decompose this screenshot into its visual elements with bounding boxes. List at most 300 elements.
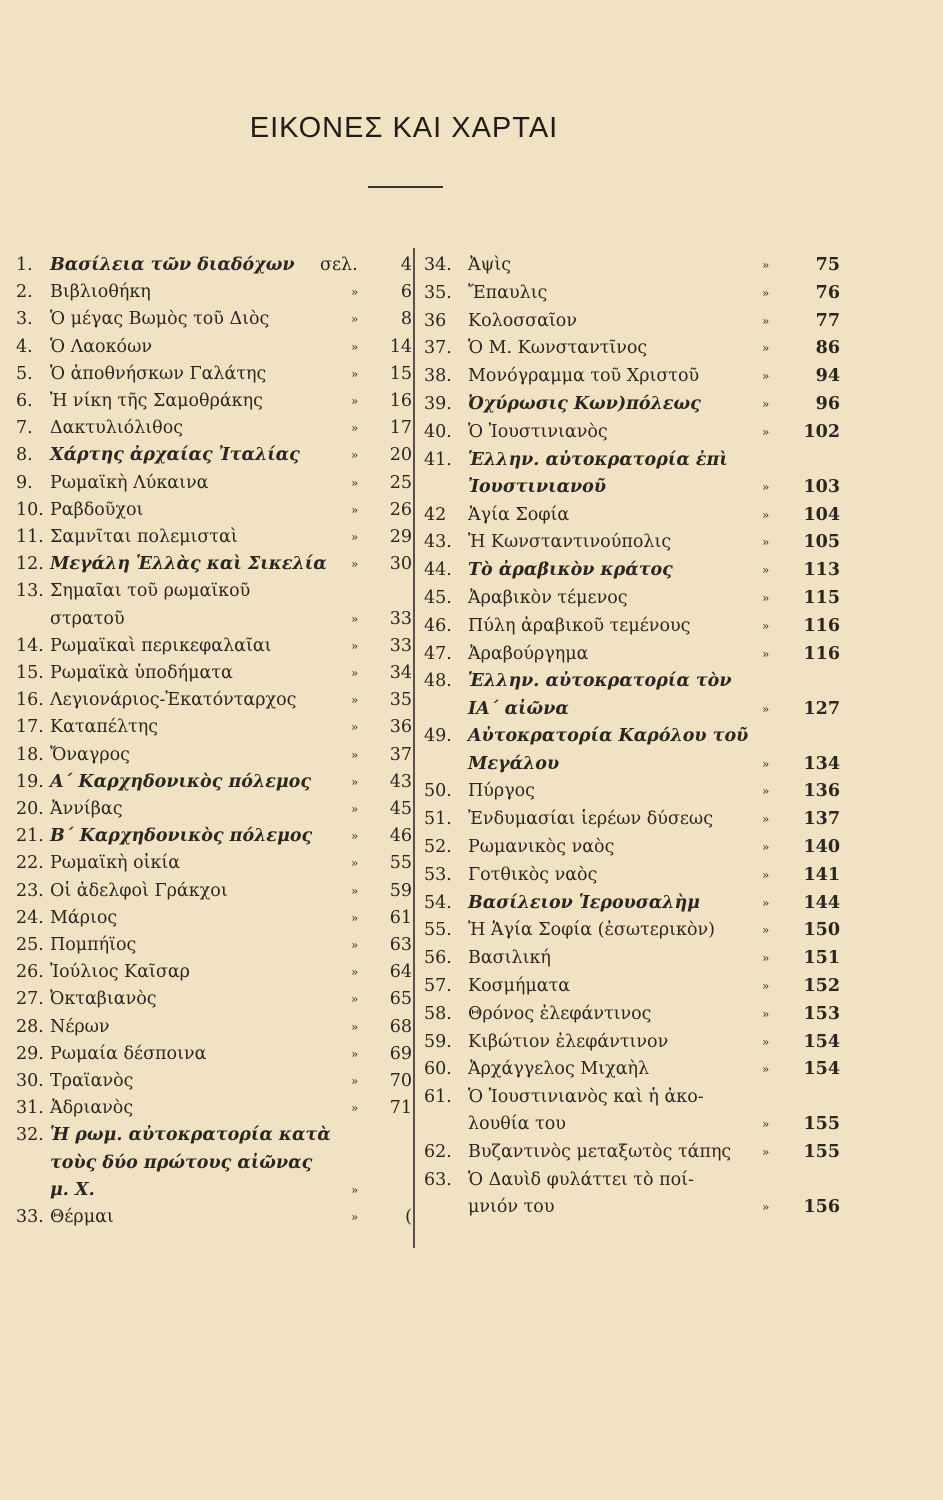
entry-page-number: 15 (389, 363, 412, 384)
entry-page-number: 115 (803, 588, 840, 608)
entry-page-number: 75 (815, 255, 840, 275)
entry-number: 61. (424, 1087, 452, 1108)
entry-number: 45. (424, 588, 452, 608)
entry-page-number: 154 (803, 1059, 840, 1080)
index-entry (16, 1071, 414, 1098)
entry-page-number: 14 (389, 336, 412, 357)
entry-title: στρατοῦ (50, 608, 125, 629)
ditto-mark: » (351, 910, 359, 925)
entry-number: 22. (16, 853, 44, 874)
entry-page-number: 33 (389, 608, 412, 629)
index-entry (16, 554, 414, 581)
entry-title: Ἰούλιος Καῖσαρ (50, 962, 190, 983)
entry-number: 56. (424, 948, 452, 969)
ditto-mark: » (351, 774, 359, 789)
entry-page-number: 36 (389, 717, 412, 738)
entry-number: 33. (16, 1207, 44, 1227)
index-entry (16, 717, 414, 744)
entry-title: Ἀννίβας (50, 799, 123, 819)
entry-title: Ὁ Δαυὶδ φυλάττει τὸ ποί- (468, 1170, 694, 1190)
entry-title: Ἡ Κωνσταντινούπολις (468, 532, 672, 553)
entry-number: 62. (424, 1142, 452, 1163)
page-title: ΕΙΚΟΝΕΣ ΚΑΙ ΧΑΡΤΑΙ (249, 112, 559, 144)
entry-page-number: 71 (389, 1098, 412, 1119)
entry-title: Ἑλλην. αὐτοκρατορία ἐπὶ (468, 449, 728, 470)
entry-title: Αὐτοκρατορία Καρόλου τοῦ (468, 726, 749, 747)
ditto-mark: » (762, 1062, 770, 1077)
index-entry (424, 560, 840, 587)
entry-title: Ρωμαϊκὰ ὑποδήματα (50, 663, 233, 683)
entry-title: Ρωμαϊκαὶ περικεφαλαῖαι (50, 635, 272, 656)
entry-title: Ὁ Μ. Κωνσταντῖνος (468, 338, 648, 359)
entry-page-number: 59 (389, 880, 412, 901)
entry-number: 19. (16, 771, 44, 792)
ditto-mark: » (762, 535, 770, 550)
entry-page-number: 64 (389, 962, 412, 983)
entry-number: 29. (16, 1043, 44, 1064)
entry-number: 15. (16, 663, 44, 683)
entry-number: 60. (424, 1059, 452, 1080)
entry-page-number: 150 (803, 920, 840, 941)
index-entry (16, 282, 414, 309)
ditto-mark: » (762, 840, 770, 854)
index-entry (424, 1004, 840, 1031)
entry-page-number: 63 (389, 935, 412, 955)
entry-page-number: 86 (815, 338, 840, 359)
entry-page-number: 155 (803, 1114, 840, 1135)
entry-number: 31. (16, 1098, 44, 1119)
ditto-mark: » (351, 1210, 359, 1224)
entry-page-number: 153 (803, 1003, 840, 1024)
entry-number: 23. (16, 880, 44, 901)
ditto-mark: » (351, 312, 359, 327)
entry-page-number: 152 (803, 976, 840, 996)
entry-page-number: 69 (389, 1043, 412, 1064)
entry-title: Δακτυλιόλιθος (50, 418, 184, 439)
ditto-mark: » (762, 479, 770, 494)
index-entry (424, 1059, 840, 1086)
entry-page-number: 16 (389, 391, 412, 411)
entry-title: Βυζαντινὸς μεταξωτὸς τάπης (468, 1142, 732, 1163)
entry-number: 63. (424, 1170, 452, 1190)
ditto-mark: » (351, 883, 359, 898)
ditto-mark: » (351, 1046, 359, 1061)
entry-page-number: ( (405, 1207, 412, 1227)
entry-number: 47. (424, 643, 452, 664)
entry-page-number: 96 (815, 394, 840, 414)
entry-number: 32. (16, 1125, 44, 1146)
entry-page-number: 26 (389, 499, 412, 520)
entry-number: 57. (424, 976, 452, 996)
index-entry (16, 527, 414, 554)
index-entry (16, 1125, 414, 1207)
entry-title: Ἡ Ἁγία Σοφία (ἐσωτερικὸν) (468, 920, 715, 941)
index-entry (424, 976, 840, 1003)
entry-title: ΙΑ´ αἰῶνα (468, 698, 569, 719)
entry-title: μνιόν του (468, 1197, 555, 1218)
entry-title: Ἰουστινιανοῦ (468, 476, 607, 497)
entry-number: 1. (16, 255, 33, 275)
ditto-mark: » (762, 867, 770, 882)
ditto-mark: » (351, 502, 359, 517)
entry-number: 30. (16, 1071, 44, 1091)
entry-page-number: 6 (400, 282, 412, 303)
entry-number: 55. (424, 920, 452, 941)
ditto-mark: » (351, 394, 359, 408)
entry-title: Ὁ ἀποθνήσκων Γαλάτης (50, 363, 267, 384)
entry-number: 2. (16, 282, 33, 303)
ditto-mark: » (762, 1145, 770, 1160)
entry-title: Ρωμαία δέσποινα (50, 1043, 207, 1064)
ditto-mark: » (351, 802, 359, 816)
entry-title: Α´ Καρχηδονικὸς πόλεμος (50, 771, 311, 792)
index-entry (16, 337, 414, 364)
index-entry (424, 505, 840, 532)
ditto-mark: » (351, 557, 359, 572)
ditto-mark: » (762, 923, 770, 938)
entry-page-number: 77 (815, 310, 840, 331)
ditto-mark: » (762, 951, 770, 966)
ditto-mark: » (351, 1074, 359, 1088)
entry-title: Θέρμαι (50, 1207, 114, 1227)
entry-page-number: 154 (803, 1031, 840, 1052)
entry-title: Μονόγραμμα τοῦ Χριστοῦ (468, 366, 700, 387)
ditto-mark: » (351, 285, 359, 300)
ditto-mark: » (351, 530, 359, 544)
entry-page-number: 35 (389, 690, 412, 711)
entry-number: 10. (16, 499, 44, 520)
entry-page-number: 144 (803, 892, 840, 913)
index-entry (424, 837, 840, 864)
entry-number: 49. (424, 726, 452, 747)
index-entry (424, 809, 840, 836)
ditto-mark: » (762, 1006, 770, 1021)
entry-page-number: 30 (389, 554, 412, 575)
entry-title: Σαμνῖται πολεμισταὶ (50, 527, 238, 547)
index-entry (16, 962, 414, 989)
index-entry (16, 881, 414, 908)
entry-title: Ἡ ρωμ. αὐτοκρατορία κατὰ (50, 1125, 331, 1146)
index-entry (16, 364, 414, 391)
entry-title: Ὀκταβιανὸς (50, 989, 157, 1010)
index-entry (16, 255, 414, 282)
ditto-mark: » (762, 369, 770, 384)
index-entry (16, 690, 414, 717)
index-entry (424, 283, 840, 310)
ditto-mark: » (351, 1019, 359, 1034)
index-entry (16, 636, 414, 663)
index-entry (424, 726, 840, 780)
index-entry (424, 532, 840, 559)
entry-number: 20. (16, 799, 44, 819)
ditto-mark: » (762, 701, 770, 716)
entry-page-number: 136 (803, 781, 840, 802)
entry-number: 27. (16, 989, 44, 1010)
entry-title: Λεγιονάριος-Ἑκατόνταρχος (50, 690, 297, 711)
entry-number: 37. (424, 338, 452, 359)
entry-page-number: 34 (389, 663, 412, 683)
entry-title: Ἑλλην. αὐτοκρατορία τὸν (468, 671, 732, 692)
entry-page-number: 116 (803, 643, 840, 664)
entry-title: Ἀδριανὸς (50, 1098, 134, 1119)
entry-title: Πύλη ἀραβικοῦ τεμένους (468, 615, 691, 636)
entry-page-number: 8 (400, 309, 412, 330)
index-entry (16, 445, 414, 472)
entry-page-number: 76 (815, 282, 840, 303)
entry-page-number: 105 (803, 532, 840, 553)
entry-title: Β´ Καρχηδονικὸς πόλεμος (50, 826, 313, 847)
entry-title: Τὸ ἀραβικὸν κράτος (468, 560, 673, 581)
index-entry (16, 908, 414, 935)
ditto-mark: » (351, 448, 359, 463)
ditto-mark: » (762, 618, 770, 633)
entry-title: Μάριος (50, 907, 118, 928)
index-entry (16, 745, 414, 772)
entry-title: Ὁ Λαοκόων (50, 336, 152, 357)
entry-title: Μεγάλη Ἑλλὰς καὶ Σικελία (50, 554, 327, 575)
entry-title: Ὁ Ἰουστινιανὸς (468, 421, 608, 442)
entry-number: 46. (424, 615, 452, 636)
index-entry (424, 366, 840, 393)
entry-page-number: 137 (803, 809, 840, 830)
index-entry (16, 989, 414, 1016)
ditto-mark: » (762, 258, 770, 272)
entry-number: 21. (16, 826, 44, 847)
index-entry (16, 581, 414, 635)
entry-title: Ἀψὶς (468, 255, 512, 275)
index-entry (16, 853, 414, 880)
entry-page-number: 17 (389, 418, 412, 439)
entry-page-number: 155 (803, 1142, 840, 1163)
entry-number: 48. (424, 671, 452, 692)
entry-title: Ρωμαϊκὴ Λύκαινα (50, 472, 209, 493)
index-entry (424, 616, 840, 643)
entry-number: 28. (16, 1016, 44, 1037)
entry-page-number: 65 (389, 989, 412, 1010)
index-entry (424, 450, 840, 504)
ditto-mark: » (351, 720, 359, 735)
entry-number: 24. (16, 907, 44, 928)
entry-number: 26. (16, 962, 44, 983)
entry-number: 50. (424, 781, 452, 802)
entry-number: 9. (16, 472, 33, 493)
entry-title: τοὺς δύο πρώτους αἰῶνας (50, 1152, 313, 1173)
entry-title: Οἱ ἀδελφοὶ Γράκχοι (50, 880, 228, 901)
entry-page-number: 29 (389, 527, 412, 547)
entry-title: Ὁ Ἰουστινιανὸς καὶ ἡ ἀκο- (468, 1087, 704, 1108)
entry-page-number: 4 (400, 255, 412, 275)
entry-number: 25. (16, 935, 44, 955)
ditto-mark: » (351, 747, 359, 762)
index-entry (424, 1087, 840, 1141)
ditto-mark: » (762, 1200, 770, 1215)
ditto-mark: » (351, 666, 359, 680)
entry-title: μ. Χ. (50, 1179, 95, 1200)
index-entry (16, 1207, 414, 1234)
entry-title: Ἁγία Σοφία (468, 504, 570, 525)
entry-number: 51. (424, 809, 452, 830)
index-entry (16, 935, 414, 962)
ditto-mark: » (762, 812, 770, 827)
index-entry (424, 311, 840, 338)
entry-page-number: 141 (803, 864, 840, 885)
entry-page-number: 70 (389, 1071, 412, 1091)
index-entry (424, 893, 840, 920)
entry-number: 6. (16, 391, 33, 411)
entry-page-number: 140 (803, 837, 840, 857)
entry-page-number: 104 (803, 504, 840, 525)
entry-page-number: 113 (803, 560, 840, 581)
ditto-mark: » (351, 339, 359, 354)
entry-title: λουθία του (468, 1114, 566, 1135)
entry-title: Βασίλεια τῶν διαδόχων (50, 255, 295, 275)
ditto-mark: » (762, 591, 770, 605)
ditto-mark: » (351, 965, 359, 980)
ditto-mark: » (762, 979, 770, 993)
ditto-mark: » (762, 895, 770, 910)
entry-page-number: 25 (389, 472, 412, 493)
entry-number: 54. (424, 892, 452, 913)
entry-page-number: 45 (389, 799, 412, 819)
ditto-mark: » (351, 992, 359, 1007)
index-entry (424, 671, 840, 725)
entry-title: Θρόνος ἐλεφάντινος (468, 1003, 652, 1024)
index-entry (424, 865, 840, 892)
entry-page-number: 20 (389, 445, 412, 466)
entry-page-number: 134 (803, 753, 840, 774)
entry-number: 34. (424, 255, 452, 275)
entry-page-number: 151 (803, 948, 840, 969)
ditto-mark: » (351, 856, 359, 871)
index-entry (424, 1032, 840, 1059)
index-entry (424, 1142, 840, 1169)
ditto-mark: » (351, 611, 359, 626)
entry-number: 59. (424, 1031, 452, 1052)
ditto-mark: » (351, 421, 359, 436)
entry-number: 40. (424, 421, 452, 442)
index-entry (16, 1044, 414, 1071)
entry-title: Ὄναγρος (50, 744, 130, 765)
ditto-mark: » (351, 638, 359, 653)
entry-number: 5. (16, 363, 33, 384)
entry-title: Βασιλική (468, 948, 551, 969)
index-entry (424, 781, 840, 808)
index-entry (16, 1017, 414, 1044)
entry-number: 11. (16, 527, 44, 547)
entry-number: 18. (16, 744, 44, 765)
ditto-mark: » (762, 313, 770, 328)
entry-title: Ἡ νίκη τῆς Σαμοθράκης (50, 391, 263, 411)
index-entry (424, 422, 840, 449)
entry-page-number: 68 (389, 1016, 412, 1037)
entry-title: Γοτθικὸς ναὸς (468, 864, 598, 885)
index-entry (16, 391, 414, 418)
index-entry (16, 309, 414, 336)
entry-number: 38. (424, 366, 452, 387)
entry-title: Χάρτης ἀρχαίας Ἰταλίας (50, 445, 300, 466)
title-rule (368, 186, 443, 188)
index-entry (424, 255, 840, 282)
entry-number: 16. (16, 690, 44, 711)
index-entry (16, 772, 414, 799)
entry-page-number: 103 (803, 476, 840, 497)
entry-number: 44. (424, 560, 452, 581)
entry-title: Κιβώτιον ἐλεφάντινον (468, 1031, 669, 1052)
index-entry (16, 1098, 414, 1125)
index-entry (424, 920, 840, 947)
entry-number: 13. (16, 581, 44, 602)
index-entry (424, 644, 840, 671)
entry-page-number: 43 (389, 771, 412, 792)
entry-page-number: 156 (803, 1197, 840, 1218)
entry-title: Ρωμαϊκὴ οἰκία (50, 853, 181, 874)
ditto-mark: » (762, 341, 770, 356)
entry-title: Πομπήϊος (50, 935, 137, 955)
entry-number: 3. (16, 309, 33, 330)
entry-page-number: 116 (803, 615, 840, 636)
entry-page-number: 33 (389, 635, 412, 656)
entry-title: Βασίλειον Ἱερουσαλὴμ (468, 892, 700, 913)
entry-number: 17. (16, 717, 44, 738)
entry-title: Βιβλιοθήκη (50, 282, 151, 303)
entry-number: 52. (424, 837, 452, 857)
entry-number: 8. (16, 445, 33, 466)
entry-title: Κολοσσαῖον (468, 310, 577, 331)
ditto-mark: » (351, 475, 359, 490)
entry-page-number: 102 (803, 421, 840, 442)
entry-title: Τραϊανὸς (50, 1071, 134, 1091)
ditto-mark: » (762, 424, 770, 439)
index-entry (424, 1170, 840, 1224)
index-entry (424, 948, 840, 975)
entry-number: 53. (424, 864, 452, 885)
ditto-mark: » (762, 397, 770, 411)
entry-number: 43. (424, 532, 452, 553)
entry-number: 14. (16, 635, 44, 656)
entry-number: 39. (424, 394, 452, 414)
ditto-mark: » (351, 829, 359, 844)
entry-title: Ἀρχάγγελος Μιχαὴλ (468, 1059, 650, 1080)
ditto-mark: » (762, 1034, 770, 1049)
entry-number: 7. (16, 418, 33, 439)
entry-title: Νέρων (50, 1016, 110, 1037)
ditto-mark: » (762, 756, 770, 771)
entry-title: Καταπέλτης (50, 717, 159, 738)
entry-title: Ραβδοῦχοι (50, 499, 144, 520)
entry-title: Ἀραβικὸν τέμενος (468, 588, 628, 608)
entry-number: 12. (16, 554, 44, 575)
index-entry (16, 500, 414, 527)
entry-title: Μεγάλου (468, 753, 560, 774)
ditto-mark: » (762, 646, 770, 661)
entry-page-number: 55 (389, 853, 412, 874)
ditto-mark: » (762, 507, 770, 522)
entry-page-number: 61 (389, 907, 412, 928)
ditto-mark: » (762, 784, 770, 799)
entry-number: 58. (424, 1003, 452, 1024)
ditto-mark: » (762, 563, 770, 578)
entry-title: Ρωμανικὸς ναὸς (468, 837, 615, 857)
entry-page-number: 46 (389, 826, 412, 847)
entry-page-number: 127 (803, 698, 840, 719)
index-entry (16, 418, 414, 445)
entry-title: Κοσμήματα (468, 976, 571, 996)
entry-page-number: 94 (815, 366, 840, 387)
entry-number: 4. (16, 336, 33, 357)
ditto-mark: » (762, 1117, 770, 1132)
ditto-mark: » (351, 1182, 359, 1197)
ditto-mark: » (351, 693, 359, 708)
